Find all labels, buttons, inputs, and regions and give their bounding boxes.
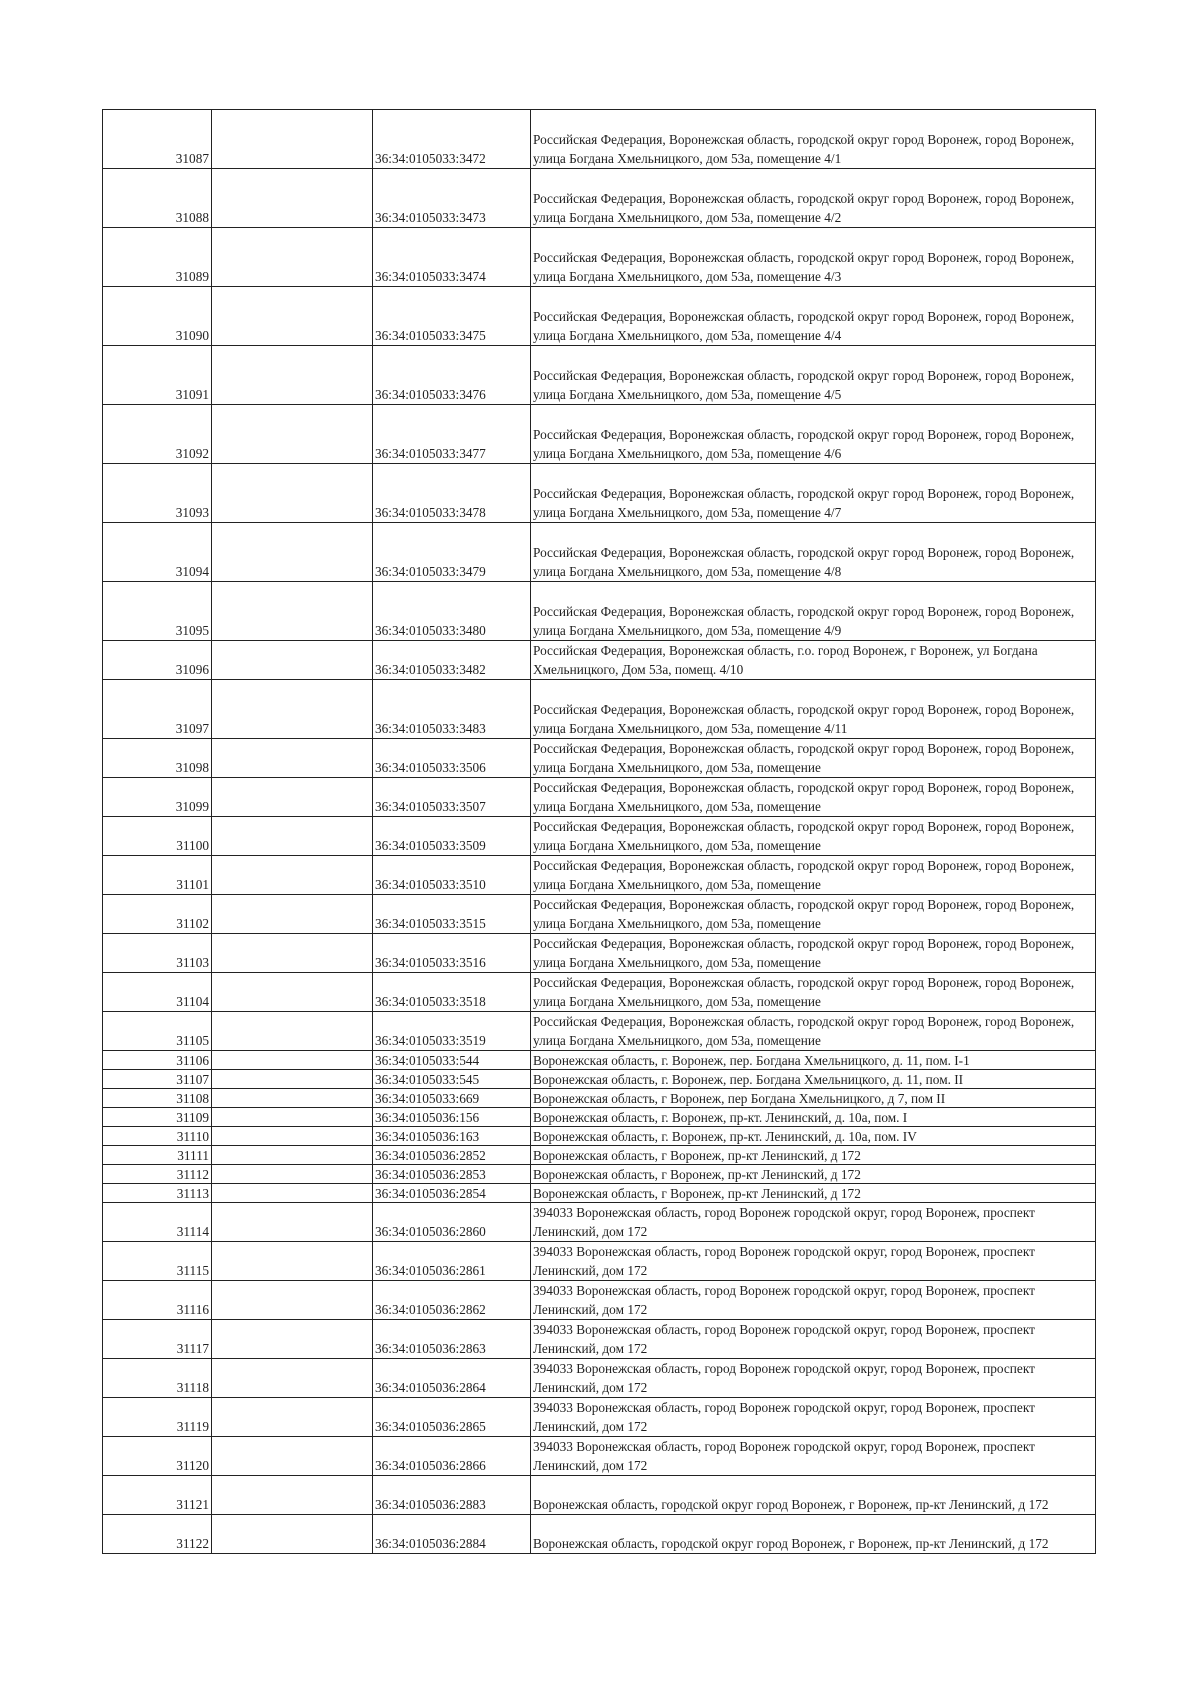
address-cell: Российская Федерация, Воронежская область, городской округ город Воронеж, город Воронеж, улица Богдана Хмельницкого, дом 53а, помещение (531, 739, 1096, 778)
table-body (103, 110, 1096, 1554)
cadastral-number: 36:34:0105033:3474 (373, 228, 531, 287)
row-number: 31117 (103, 1320, 212, 1359)
address-cell: Российская Федерация, Воронежская область, городской округ город Воронеж, город Воронеж, улица Богдана Хмельницкого, дом 53а, помещение 4/3 (531, 228, 1096, 287)
address-cell: Российская Федерация, Воронежская область, городской округ город Воронеж, город Воронеж, улица Богдана Хмельницкого, дом 53а, помещение 4/4 (531, 287, 1096, 346)
empty-cell (212, 1184, 373, 1203)
address-cell: Воронежская область, г Воронеж, пр-кт Ленинский, д 172 (531, 1184, 1096, 1203)
cadastral-number: 36:34:0105033:3506 (373, 739, 531, 778)
address-cell: Воронежская область, г Воронеж, пр-кт Ленинский, д 172 (531, 1165, 1096, 1184)
empty-cell (212, 1476, 373, 1515)
row-number: 31092 (103, 405, 212, 464)
cadastral-number: 36:34:0105033:3518 (373, 973, 531, 1012)
empty-cell (212, 1127, 373, 1146)
empty-cell (212, 1437, 373, 1476)
row-number: 31102 (103, 895, 212, 934)
address-cell: Российская Федерация, Воронежская область, городской округ город Воронеж, город Воронеж, улица Богдана Хмельницкого, дом 53а, помещение (531, 778, 1096, 817)
empty-cell (212, 1203, 373, 1242)
cadastral-number: 36:34:0105033:3519 (373, 1012, 531, 1051)
address-cell: 394033 Воронежская область, город Воронеж городской округ, город Воронеж, проспект Ленинский, дом 172 (531, 1359, 1096, 1398)
address-cell: Российская Федерация, Воронежская область, городской округ город Воронеж, город Воронеж, улица Богдана Хмельницкого, дом 53а, помещение 4/11 (531, 680, 1096, 739)
address-cell: Российская Федерация, Воронежская область, городской округ город Воронеж, город Воронеж, улица Богдана Хмельницкого, дом 53а, помещение 4/6 (531, 405, 1096, 464)
property-register-table (102, 109, 1096, 1554)
empty-cell (212, 1051, 373, 1070)
empty-cell (212, 1012, 373, 1051)
address-cell: Российская Федерация, Воронежская область, городской округ город Воронеж, город Воронеж, улица Богдана Хмельницкого, дом 53а, помещение (531, 973, 1096, 1012)
row-number: 31122 (103, 1515, 212, 1554)
empty-cell (212, 895, 373, 934)
cadastral-number: 36:34:0105036:2854 (373, 1184, 531, 1203)
table-row (103, 1242, 1096, 1281)
cadastral-number: 36:34:0105036:2884 (373, 1515, 531, 1554)
empty-cell (212, 169, 373, 228)
table-row (103, 1165, 1096, 1184)
table-row (103, 1203, 1096, 1242)
empty-cell (212, 523, 373, 582)
row-number: 31100 (103, 817, 212, 856)
table-row (103, 169, 1096, 228)
cadastral-number: 36:34:0105033:3472 (373, 110, 531, 169)
table-row (103, 1437, 1096, 1476)
table-row (103, 1127, 1096, 1146)
address-cell: Воронежская область, г. Воронеж, пер. Богдана Хмельницкого, д. 11, пом. I-1 (531, 1051, 1096, 1070)
cadastral-number: 36:34:0105036:2866 (373, 1437, 531, 1476)
cadastral-number: 36:34:0105033:3476 (373, 346, 531, 405)
row-number: 31087 (103, 110, 212, 169)
address-cell: Российская Федерация, Воронежская область, городской округ город Воронеж, город Воронеж, улица Богдана Хмельницкого, дом 53а, помещение 4/2 (531, 169, 1096, 228)
address-cell: Российская Федерация, Воронежская область, городской округ город Воронеж, город Воронеж, улица Богдана Хмельницкого, дом 53а, помещение 4/9 (531, 582, 1096, 641)
cadastral-number: 36:34:0105033:3483 (373, 680, 531, 739)
empty-cell (212, 739, 373, 778)
empty-cell (212, 1108, 373, 1127)
table-row (103, 817, 1096, 856)
empty-cell (212, 1146, 373, 1165)
cadastral-number: 36:34:0105036:156 (373, 1108, 531, 1127)
row-number: 31112 (103, 1165, 212, 1184)
cadastral-number: 36:34:0105033:3479 (373, 523, 531, 582)
empty-cell (212, 641, 373, 680)
row-number: 31090 (103, 287, 212, 346)
table-row (103, 582, 1096, 641)
cadastral-number: 36:34:0105033:3482 (373, 641, 531, 680)
cadastral-number: 36:34:0105036:2865 (373, 1398, 531, 1437)
empty-cell (212, 1070, 373, 1089)
address-cell: Российская Федерация, Воронежская область, городской округ город Воронеж, город Воронеж, улица Богдана Хмельницкого, дом 53а, помещение 4/1 (531, 110, 1096, 169)
cadastral-number: 36:34:0105036:2862 (373, 1281, 531, 1320)
table-row (103, 739, 1096, 778)
row-number: 31111 (103, 1146, 212, 1165)
table-row (103, 895, 1096, 934)
row-number: 31106 (103, 1051, 212, 1070)
table-row (103, 1476, 1096, 1515)
table-row (103, 641, 1096, 680)
cadastral-number: 36:34:0105033:3478 (373, 464, 531, 523)
empty-cell (212, 934, 373, 973)
address-cell: Российская Федерация, Воронежская область, городской округ город Воронеж, город Воронеж, улица Богдана Хмельницкого, дом 53а, помещение (531, 934, 1096, 973)
table-row (103, 1089, 1096, 1108)
address-cell: Российская Федерация, Воронежская область, городской округ город Воронеж, город Воронеж, улица Богдана Хмельницкого, дом 53а, помещение 4/7 (531, 464, 1096, 523)
table-row (103, 973, 1096, 1012)
cadastral-number: 36:34:0105036:2883 (373, 1476, 531, 1515)
address-cell: Воронежская область, городской округ город Воронеж, г Воронеж, пр-кт Ленинский, д 172 (531, 1476, 1096, 1515)
row-number: 31105 (103, 1012, 212, 1051)
address-cell: Воронежская область, г. Воронеж, пер. Богдана Хмельницкого, д. 11, пом. II (531, 1070, 1096, 1089)
row-number: 31109 (103, 1108, 212, 1127)
empty-cell (212, 778, 373, 817)
row-number: 31104 (103, 973, 212, 1012)
table-row (103, 1281, 1096, 1320)
row-number: 31120 (103, 1437, 212, 1476)
empty-cell (212, 582, 373, 641)
address-cell: Воронежская область, городской округ город Воронеж, г Воронеж, пр-кт Ленинский, д 172 (531, 1515, 1096, 1554)
cadastral-number: 36:34:0105033:3515 (373, 895, 531, 934)
cadastral-number: 36:34:0105033:544 (373, 1051, 531, 1070)
cadastral-number: 36:34:0105033:669 (373, 1089, 531, 1108)
cadastral-number: 36:34:0105036:2863 (373, 1320, 531, 1359)
row-number: 31118 (103, 1359, 212, 1398)
address-cell: 394033 Воронежская область, город Воронеж городской округ, город Воронеж, проспект Ленинский, дом 172 (531, 1398, 1096, 1437)
row-number: 31121 (103, 1476, 212, 1515)
row-number: 31091 (103, 346, 212, 405)
empty-cell (212, 110, 373, 169)
row-number: 31098 (103, 739, 212, 778)
address-cell: 394033 Воронежская область, город Воронеж городской округ, город Воронеж, проспект Ленинский, дом 172 (531, 1203, 1096, 1242)
table-row (103, 228, 1096, 287)
table-row (103, 405, 1096, 464)
empty-cell (212, 464, 373, 523)
empty-cell (212, 346, 373, 405)
row-number: 31113 (103, 1184, 212, 1203)
cadastral-number: 36:34:0105036:2860 (373, 1203, 531, 1242)
table-row (103, 1070, 1096, 1089)
cadastral-number: 36:34:0105033:3509 (373, 817, 531, 856)
table-row (103, 1051, 1096, 1070)
table-row (103, 778, 1096, 817)
empty-cell (212, 973, 373, 1012)
empty-cell (212, 1320, 373, 1359)
empty-cell (212, 1515, 373, 1554)
table-row (103, 680, 1096, 739)
row-number: 31095 (103, 582, 212, 641)
cadastral-number: 36:34:0105033:3475 (373, 287, 531, 346)
cadastral-number: 36:34:0105036:2852 (373, 1146, 531, 1165)
address-cell: Воронежская область, г Воронеж, пер Богдана Хмельницкого, д 7, пом II (531, 1089, 1096, 1108)
empty-cell (212, 405, 373, 464)
table-row (103, 523, 1096, 582)
empty-cell (212, 1242, 373, 1281)
table-row (103, 1320, 1096, 1359)
address-cell: 394033 Воронежская область, город Воронеж городской округ, город Воронеж, проспект Ленинский, дом 172 (531, 1281, 1096, 1320)
empty-cell (212, 287, 373, 346)
row-number: 31114 (103, 1203, 212, 1242)
row-number: 31110 (103, 1127, 212, 1146)
row-number: 31088 (103, 169, 212, 228)
address-cell: Российская Федерация, Воронежская область, г.о. город Воронеж, г Воронеж, ул Богдана Хмельницкого, Дом 53а, помещ. 4/10 (531, 641, 1096, 680)
row-number: 31116 (103, 1281, 212, 1320)
table-row (103, 1359, 1096, 1398)
empty-cell (212, 1165, 373, 1184)
address-cell: Российская Федерация, Воронежская область, городской округ город Воронеж, город Воронеж, улица Богдана Хмельницкого, дом 53а, помещение 4/8 (531, 523, 1096, 582)
address-cell: Российская Федерация, Воронежская область, городской округ город Воронеж, город Воронеж, улица Богдана Хмельницкого, дом 53а, помещение (531, 817, 1096, 856)
table-row (103, 464, 1096, 523)
empty-cell (212, 1359, 373, 1398)
address-cell: Российская Федерация, Воронежская область, городской округ город Воронеж, город Воронеж, улица Богдана Хмельницкого, дом 53а, помещение (531, 895, 1096, 934)
cadastral-number: 36:34:0105033:3516 (373, 934, 531, 973)
cadastral-number: 36:34:0105036:2861 (373, 1242, 531, 1281)
row-number: 31096 (103, 641, 212, 680)
row-number: 31115 (103, 1242, 212, 1281)
address-cell: Воронежская область, г. Воронеж, пр-кт. Ленинский, д. 10а, пом. IV (531, 1127, 1096, 1146)
empty-cell (212, 817, 373, 856)
row-number: 31101 (103, 856, 212, 895)
address-cell: 394033 Воронежская область, город Воронеж городской округ, город Воронеж, проспект Ленинский, дом 172 (531, 1320, 1096, 1359)
table-row (103, 856, 1096, 895)
address-cell: Воронежская область, г Воронеж, пр-кт Ленинский, д 172 (531, 1146, 1096, 1165)
empty-cell (212, 1089, 373, 1108)
row-number: 31107 (103, 1070, 212, 1089)
table-row (103, 287, 1096, 346)
cadastral-number: 36:34:0105033:545 (373, 1070, 531, 1089)
address-cell: Российская Федерация, Воронежская область, городской округ город Воронеж, город Воронеж, улица Богдана Хмельницкого, дом 53а, помещение 4/5 (531, 346, 1096, 405)
empty-cell (212, 228, 373, 287)
address-cell: 394033 Воронежская область, город Воронеж городской округ, город Воронеж, проспект Ленинский, дом 172 (531, 1437, 1096, 1476)
empty-cell (212, 1281, 373, 1320)
table-row (103, 1108, 1096, 1127)
row-number: 31108 (103, 1089, 212, 1108)
row-number: 31099 (103, 778, 212, 817)
table-row (103, 1012, 1096, 1051)
cadastral-number: 36:34:0105033:3480 (373, 582, 531, 641)
empty-cell (212, 856, 373, 895)
address-cell: Российская Федерация, Воронежская область, городской округ город Воронеж, город Воронеж, улица Богдана Хмельницкого, дом 53а, помещение (531, 856, 1096, 895)
table-row (103, 110, 1096, 169)
empty-cell (212, 1398, 373, 1437)
cadastral-number: 36:34:0105036:2864 (373, 1359, 531, 1398)
row-number: 31103 (103, 934, 212, 973)
row-number: 31094 (103, 523, 212, 582)
row-number: 31089 (103, 228, 212, 287)
row-number: 31097 (103, 680, 212, 739)
table-row (103, 1146, 1096, 1165)
cadastral-number: 36:34:0105036:163 (373, 1127, 531, 1146)
row-number: 31093 (103, 464, 212, 523)
table-row (103, 1398, 1096, 1437)
cadastral-number: 36:34:0105033:3477 (373, 405, 531, 464)
address-cell: Воронежская область, г. Воронеж, пр-кт. Ленинский, д. 10а, пом. I (531, 1108, 1096, 1127)
cadastral-number: 36:34:0105033:3507 (373, 778, 531, 817)
table-row (103, 1184, 1096, 1203)
cadastral-number: 36:34:0105033:3473 (373, 169, 531, 228)
cadastral-number: 36:34:0105033:3510 (373, 856, 531, 895)
table-row (103, 934, 1096, 973)
cadastral-number: 36:34:0105036:2853 (373, 1165, 531, 1184)
address-cell: Российская Федерация, Воронежская область, городской округ город Воронеж, город Воронеж, улица Богдана Хмельницкого, дом 53а, помещение (531, 1012, 1096, 1051)
empty-cell (212, 680, 373, 739)
row-number: 31119 (103, 1398, 212, 1437)
address-cell: 394033 Воронежская область, город Воронеж городской округ, город Воронеж, проспект Ленинский, дом 172 (531, 1242, 1096, 1281)
table-row (103, 346, 1096, 405)
table-row (103, 1515, 1096, 1554)
